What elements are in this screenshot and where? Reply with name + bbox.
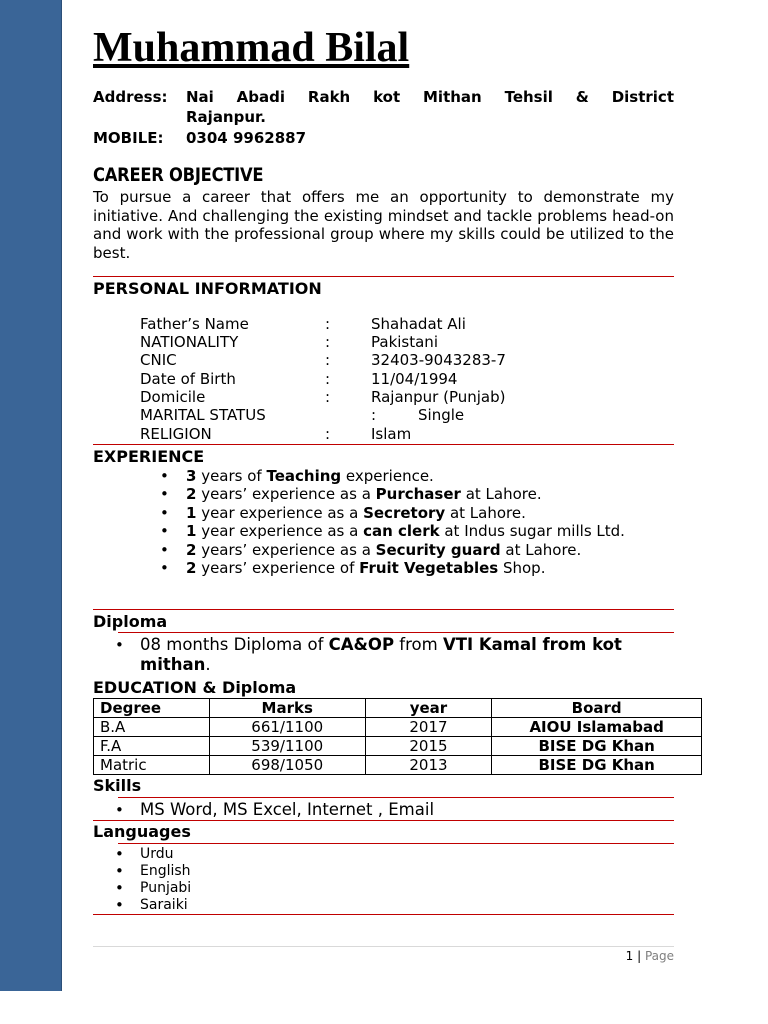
experience-item: • 2 years’ experience of Fruit Vegetables Shop. [186,559,686,577]
bullet-icon: • [115,845,124,863]
personal-info-separator: : [325,315,331,333]
page-number: 1 [625,949,634,963]
personal-info-heading: PERSONAL INFORMATION [93,279,322,298]
personal-info-separator: : [371,406,377,424]
personal-info-value: Pakistani [371,333,438,351]
personal-info-label: CNIC [140,351,177,369]
language-item: Urdu [140,846,174,862]
language-item: Punjabi [140,880,192,896]
bullet-icon: • [115,636,124,654]
page-footer: 1 | Page [625,949,674,963]
footer-divider [93,946,674,947]
education-table [93,698,702,775]
table-cell: 2013 [365,756,492,775]
section-divider [93,914,674,915]
table-header-cell: Degree [94,699,210,718]
experience-item: • 1 year experience as a Secretory at Lahore. [186,504,686,522]
experience-heading: EXPERIENCE [93,447,205,466]
bullet-icon: • [115,896,124,914]
diploma-heading: Diploma [93,612,168,631]
language-item: English [140,863,191,879]
table-cell: B.A [94,718,210,737]
table-row [94,737,702,756]
table-header-cell: year [365,699,492,718]
personal-info-label: RELIGION [140,425,212,443]
section-divider [93,820,674,821]
personal-info-value: Rajanpur (Punjab) [371,388,506,406]
table-cell: Matric [94,756,210,775]
diploma-item: 08 months Diploma of CA&OP from VTI Kamal from kot mithan. [140,635,622,674]
table-cell: BISE DG Khan [492,737,702,756]
table-cell: 2017 [365,718,492,737]
experience-item: • 2 years’ experience as a Security guard at Lahore. [186,541,686,559]
personal-info-separator: : [325,370,331,388]
section-divider [118,632,674,633]
resume-name: Muhammad Bilal [93,25,410,71]
table-header-row [94,699,702,718]
section-divider [118,797,674,798]
table-row [94,756,702,775]
career-objective-heading: CAREER OBJECTIVE [93,164,264,186]
personal-info-label: Date of Birth [140,370,236,388]
skills-item: MS Word, MS Excel, Internet , Email [140,800,435,819]
personal-info-value: 32403-9043283-7 [371,351,506,369]
experience-item: • 1 year experience as a can clerk at Indus sugar mills Ltd. [186,522,686,540]
personal-info-label: Domicile [140,388,206,406]
experience-item: • 3 years of Teaching experience. [186,467,686,485]
personal-info-value: Single [418,406,465,424]
table-cell: 698/1050 [209,756,365,775]
address-line-1: Nai Abadi Rakh kot Mithan Tehsil & District [186,88,674,106]
section-divider [93,609,674,610]
personal-info-separator: : [325,333,331,351]
table-cell: 2015 [365,737,492,756]
table-cell: F.A [94,737,210,756]
table-header-cell: Marks [209,699,365,718]
mobile-label: MOBILE: [93,129,164,147]
personal-info-value: Islam [371,425,412,443]
personal-info-separator: : [325,425,331,443]
personal-info-separator: : [325,388,331,406]
table-cell: AIOU Islamabad [492,718,702,737]
languages-heading: Languages [93,822,191,841]
personal-info-separator: : [325,351,331,369]
table-row [94,718,702,737]
address-line-2: Rajanpur. [186,108,266,126]
career-objective-text: To pursue a career that offers me an opportunity to demonstrate my initiative. And challenging the existing mindset and tackle problems head-on and work with the professional group where my skills could be utilized to the best. [93,188,674,262]
bullet-icon: • [115,879,124,897]
education-heading: EDUCATION & Diploma [93,678,297,697]
table-cell: 539/1100 [209,737,365,756]
table-cell: 661/1100 [209,718,365,737]
personal-info-value: Shahadat Ali [371,315,466,333]
address-label: Address: [93,88,168,106]
personal-info-label: MARITAL STATUS [140,406,266,424]
mobile-number: 0304 9962887 [186,129,307,147]
personal-info-value: 11/04/1994 [371,370,458,388]
experience-list [140,467,686,577]
section-divider [93,444,674,445]
personal-info-label: NATIONALITY [140,333,239,351]
bullet-icon: • [115,862,124,880]
skills-heading: Skills [93,776,142,795]
section-divider [118,843,674,844]
experience-item: • 2 years’ experience as a Purchaser at Lahore. [186,485,686,503]
bullet-icon: • [115,801,124,819]
section-divider [93,276,674,277]
table-header-cell: Board [492,699,702,718]
personal-info-label: Father’s Name [140,315,249,333]
language-item: Saraiki [140,897,188,913]
table-cell: BISE DG Khan [492,756,702,775]
sidebar-band [0,0,62,991]
